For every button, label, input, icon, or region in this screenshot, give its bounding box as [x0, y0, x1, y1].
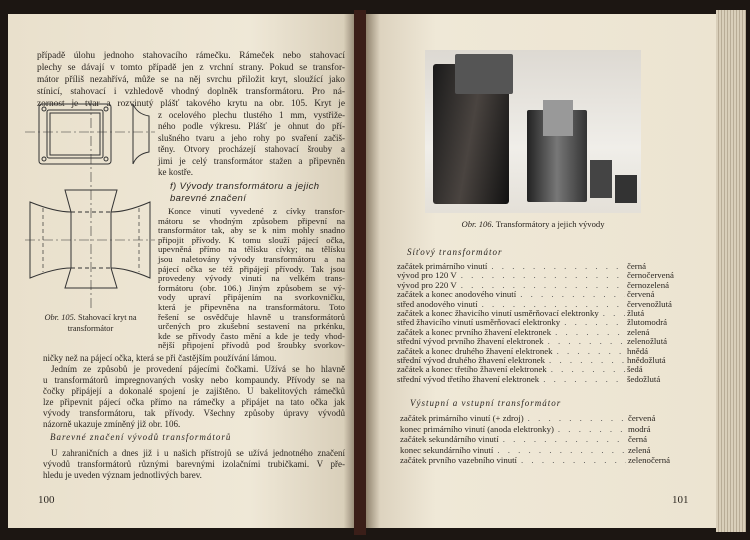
text-line: zornost je tvar a rozvinutý plášť takového krytu na obr. 105. Kryt je — [37, 99, 345, 109]
text-line: U zahraničních a dnes již i u našich přístrojů se užívá jednotného značení — [51, 448, 345, 458]
lead-color: modrá — [628, 423, 651, 434]
dot-leader — [551, 328, 625, 337]
text-line: ke kostře. — [158, 167, 193, 178]
side-paragraph — [158, 110, 345, 178]
lead-description: střed anodového vinutí — [397, 298, 478, 309]
color-coding-paragraph — [43, 448, 345, 481]
lead-color: šedá — [627, 364, 643, 375]
text-line: hledu je uveden význam jednotlivých barev. — [43, 470, 202, 480]
figure-105-caption — [28, 313, 153, 334]
text-line: nější připojení přívodů pod šroubky svorkov- — [158, 340, 345, 351]
table-row — [397, 375, 689, 384]
text-line: Konce vinutí vyvedené z cívky transfor- — [168, 206, 345, 216]
dot-leader — [524, 413, 626, 424]
book-gutter — [354, 10, 366, 535]
lead-description: střed žhavicího vinutí usměrňovací elektronky — [397, 317, 561, 328]
mains-transformer-heading: Síťový transformátor — [407, 247, 503, 257]
page-number-left: 100 — [38, 494, 55, 506]
text-line: vývody transformátoru, tak přívody. Všechny způsoby úpravy vývodů — [43, 408, 345, 418]
table-row — [400, 413, 690, 424]
text-line: kde se přívody často mění a kde je tedy vhod- — [158, 330, 345, 341]
lead-color: zelená — [627, 326, 650, 337]
lead-description: začátek a konec prvního žhavení elektronek — [397, 326, 552, 337]
figure-105-drawing — [25, 100, 155, 310]
table-row — [400, 445, 690, 456]
text-line: stínicí, stahovací i vzhledově vhodný doplněk transformátoru. Pro ná- — [37, 87, 345, 97]
text-line: připojit přívody. K tomu slouží pájecí očka, — [158, 234, 345, 245]
caption-text: Transformátory a jejich vývody — [495, 219, 605, 229]
figure-106-caption — [425, 219, 641, 230]
lead-description: konec sekundárního vinutí — [400, 444, 494, 455]
dot-leader — [599, 309, 625, 318]
lead-description: střední vývod prvního žhavení elektronek — [397, 336, 544, 347]
page-number-right: 101 — [672, 494, 689, 506]
lead-description: začátek a konec žhavicího vinutí usměrňovací elektronky — [397, 307, 599, 318]
lead-color: hnědožlutá — [627, 354, 666, 365]
caption-label: Obr. 106. — [461, 219, 494, 229]
heading-line: f) Vývody transformátoru a jejich — [170, 181, 320, 192]
lead-color: černá — [627, 261, 647, 271]
page-edges — [716, 10, 746, 532]
text-line: čočky připájejí a dokonalé spojení je zajištěno. U bakelitových rámečků — [43, 386, 345, 396]
lead-color: hnědá — [627, 345, 649, 356]
dot-leader — [547, 365, 625, 374]
lead-color: žlutomodrá — [627, 317, 668, 328]
lead-description: střední vývod třetího žhavení elektronek — [397, 373, 540, 384]
table-row — [400, 424, 690, 435]
dot-leader — [545, 356, 625, 365]
dot-leader — [487, 262, 625, 271]
text-line: vody upraví připájením na svorkovničku, — [158, 292, 345, 303]
text-line: formátoru (obr. 106.) Jiným způsobem se vý- — [158, 282, 345, 293]
lead-description: vývod pro 220 V — [397, 279, 457, 290]
lead-description: začátek prvního vazebního vinutí — [400, 455, 518, 465]
dot-leader — [539, 375, 625, 384]
lead-description: konec primárního vinutí (anoda elektronky) — [400, 423, 554, 434]
dot-leader — [553, 347, 625, 356]
text-line: ničky než na pájecí očka, která se při častějším používání lámou. — [43, 353, 277, 363]
lead-description: začátek primárního vinutí — [397, 261, 488, 271]
heading-line: barevné značení — [170, 193, 247, 204]
lead-description: střední vývod druhého žhavení elektronek — [397, 354, 546, 365]
text-line: provedeny vývody vinutí na velkém trans- — [158, 273, 345, 284]
text-line: vývodů transformátorů různými barevnými izolačními trubičkami. V pře- — [43, 459, 345, 469]
io-transformer-heading: Výstupní a vstupní transformátor — [410, 398, 562, 408]
text-line: transformátor tak, aby se k nim mohly snadno — [158, 225, 345, 236]
lead-description: začátek sekundárního vinutí — [400, 434, 499, 444]
text-line: upevněná přímo na tělísku cívky; na tělísku — [158, 244, 345, 255]
lead-color: zelenožlutá — [627, 336, 668, 347]
lead-description: začátek a konec třetího žhavení elektronek — [397, 364, 547, 375]
text-line: mátoru se vhodným způsobem připevní na — [158, 215, 345, 226]
lead-color: šedožlutá — [627, 373, 661, 384]
text-line: řešení se osvědčuje hlavně u transformátorů — [158, 311, 345, 322]
dot-leader — [560, 318, 625, 327]
text-line: Jedním ze způsobů je provedení pájecími čočkami. Užívá se ho hlavně — [51, 364, 345, 374]
dot-leader — [517, 455, 626, 466]
lead-color: zelenočerná — [628, 455, 670, 465]
lead-description: začátek a konec anodového vinutí — [397, 289, 517, 300]
text-line: která je připevněna na transformátoru. Toto — [158, 301, 345, 312]
dot-leader — [493, 445, 626, 456]
lead-color: červenožlutá — [627, 298, 672, 309]
text-line: ného podle výkresu. Plášť je ohnut do pří- — [158, 121, 345, 132]
lead-color: žlutá — [627, 307, 645, 318]
lead-color: černočervená — [627, 270, 674, 281]
text-line: lze připevnit pájecí očka přímo na rámečky a připájet na tato očka jak — [43, 397, 345, 407]
lead-color: zelená — [628, 444, 651, 455]
section-heading-f — [170, 181, 319, 205]
lead-description: začátek a konec druhého žhavení elektronek — [397, 345, 553, 356]
lead-color: červená — [628, 413, 656, 423]
lead-color: černá — [628, 434, 648, 444]
io-color-table — [400, 413, 690, 466]
text-line: názorně ukazuje zmíněný již obr. 106. — [43, 419, 181, 429]
text-line: mátor příliš nezahřívá, může se na něj svrchu přiložit kryt, sloužící jako — [37, 75, 345, 85]
caption-text: Stahovací kryt na transformátor — [67, 313, 137, 333]
text-line: slušného tvaru a jeho rohy po svaření začiš- — [158, 132, 345, 143]
text-line: určených pro zkušební sestavení na prkénku, — [158, 321, 345, 332]
lead-color: červená — [627, 289, 655, 300]
lower-paragraph — [43, 353, 345, 430]
text-line: případě úlohu jednoho stahovacího rámečku. Rámeček nebo stahovací — [37, 51, 345, 61]
mains-color-table — [397, 262, 689, 384]
dot-leader — [544, 337, 625, 346]
lead-description: začátek primárního vinutí (+ zdroj) — [400, 413, 524, 423]
leads-paragraph — [158, 207, 345, 351]
dot-leader — [554, 424, 626, 435]
text-line: jimi je celý transformátor stažen a připevněn — [158, 155, 345, 166]
text-line: plechy se dávají v tomto případě jen z vrchní strany. Pokud se transfor- — [37, 63, 345, 73]
table-row — [400, 434, 690, 445]
text-line: těny. Otvory procházejí stahovací šrouby a — [158, 144, 345, 155]
lead-description: vývod pro 120 V — [397, 270, 457, 281]
table-row — [400, 455, 690, 466]
dot-leader — [499, 434, 626, 445]
figure-106-photo — [425, 50, 641, 213]
text-line: pájecí očka se též připájejí přívody. Tak jsou — [158, 263, 345, 274]
lead-color: černozelená — [627, 279, 669, 290]
dot-leader — [457, 271, 625, 280]
text-line: u transformátorů impregnovaných vosky nebo kompaundy. Přívody se na — [43, 375, 345, 385]
caption-label: Obr. 105. — [44, 313, 76, 322]
text-line: jsou naletovány vývody transformátoru a na — [158, 253, 345, 264]
text-line: z ocelového plechu tlustého 1 mm, vystřiže- — [158, 110, 345, 120]
dot-leader — [516, 290, 625, 299]
color-coding-heading: Barevné značení vývodů transformátorů — [50, 432, 232, 442]
